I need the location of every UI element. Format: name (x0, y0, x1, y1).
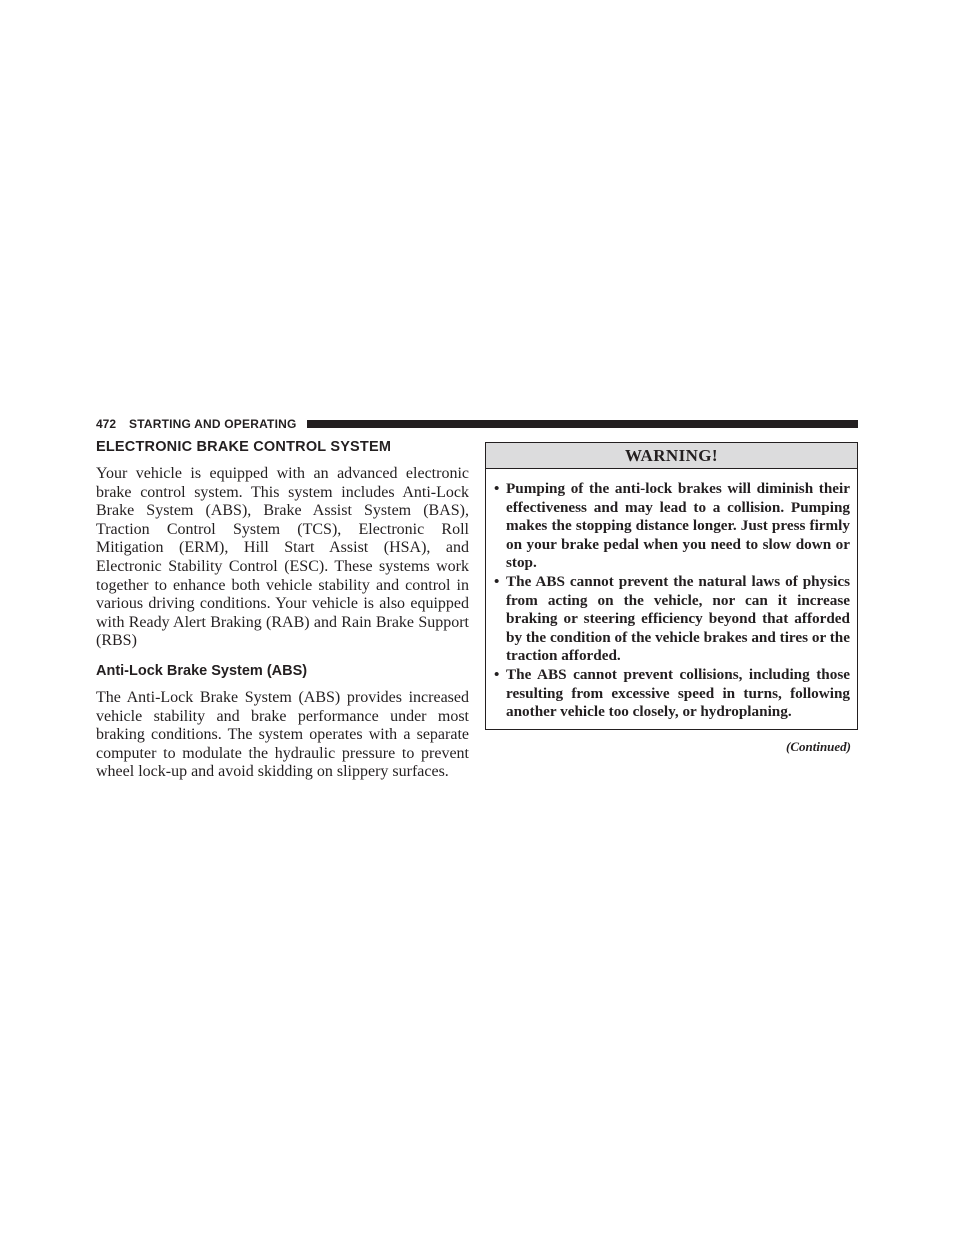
warning-item (494, 666, 850, 722)
intro-paragraph: Your vehicle is equipped with an advanced electronic brake control system. This system includes Anti-Lock Brake System (ABS), Brake Assist System (BAS), Traction Control System (TCS), Electronic Roll Mitigation (ERM), Hill Start Assist (HSA), and Electronic Stability Control (ESC). These systems work together to enhance both vehicle stability and control in various driving conditions. Your vehicle is also equipped with Ready Alert Braking (RAB) and Rain Brake Support (RBS) (96, 465, 469, 650)
bullet-icon: • (494, 480, 500, 497)
warning-item-text: Pumping of the anti-lock brakes will diminish their effectiveness and may lead to a collision. Pumping makes the stopping distance longer. Just press firmly on your brake pedal when you need to slow down or stop. (506, 480, 850, 572)
bullet-icon: • (494, 665, 500, 683)
bullet-icon: • (494, 572, 500, 590)
page-header (96, 417, 858, 431)
warning-item (494, 573, 850, 666)
left-column (96, 437, 469, 782)
continued-label: (Continued) (785, 739, 851, 754)
header-rule (307, 420, 858, 428)
page-number: 472 (96, 417, 117, 431)
warning-item (494, 480, 850, 573)
warning-list (486, 469, 857, 722)
warning-title: WARNING! (486, 443, 857, 469)
warning-item-text: The ABS cannot prevent the natural laws of physics from acting on the vehicle, nor can it increase braking or steering efficiency beyond that afforded by the condition of the vehicle brakes and tires or the traction afforded. (506, 572, 850, 665)
warning-box (485, 442, 858, 730)
abs-paragraph: The Anti-Lock Brake System (ABS) provides increased vehicle stability and brake performance under most braking conditions. The system operates with a separate computer to modulate the hydraulic pressure to prevent wheel lock-up and avoid skidding on slippery surfaces. (96, 688, 469, 781)
subsection-title: Anti-Lock Brake System (ABS) (96, 662, 308, 679)
warning-item-text: The ABS cannot prevent collisions, including those resulting from excessive speed in turns, following another vehicle too closely, or hydroplaning. (506, 665, 850, 721)
section-title: ELECTRONIC BRAKE CONTROL SYSTEM (96, 439, 392, 455)
running-head: STARTING AND OPERATING (129, 417, 297, 431)
